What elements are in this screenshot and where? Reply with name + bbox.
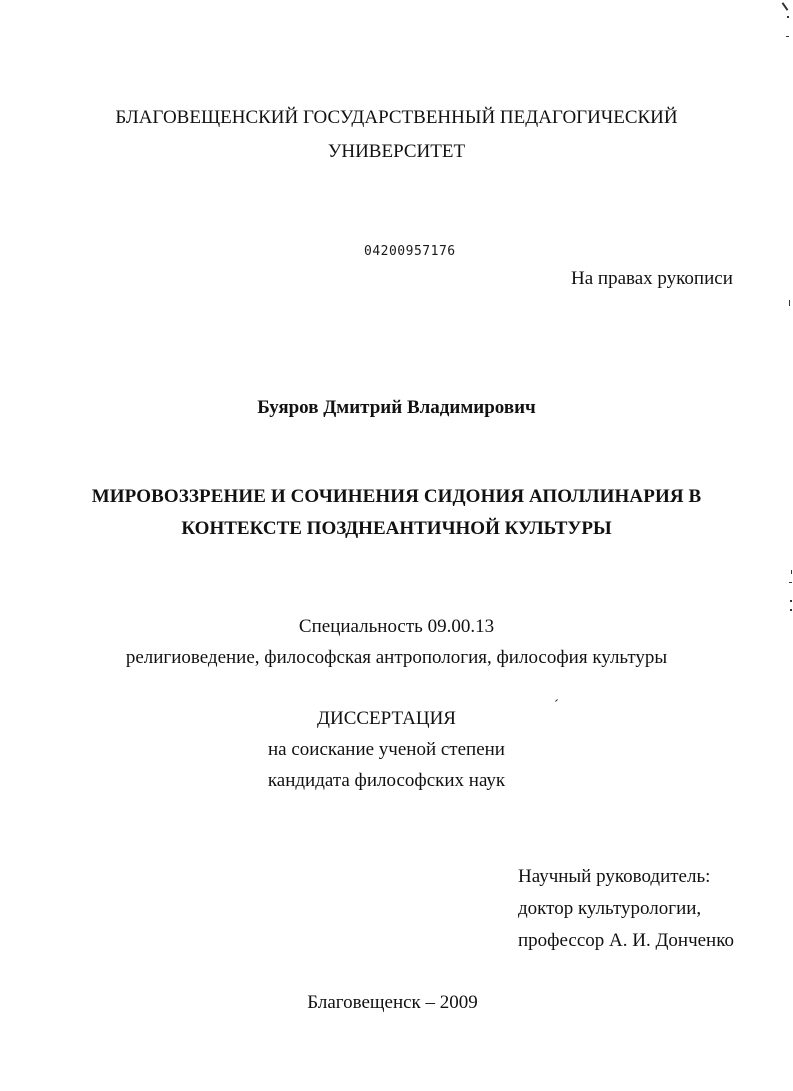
specialty-fields: религиоведение, философская антропология, философия культуры bbox=[125, 647, 668, 668]
scan-artifact bbox=[789, 582, 792, 583]
supervisor-degree: доктор культурологии, bbox=[518, 898, 702, 919]
scan-artifact bbox=[782, 2, 789, 11]
author-name: Буяров Дмитрий Владимирович bbox=[257, 397, 536, 418]
scan-artifact bbox=[791, 570, 792, 574]
supervisor-name: профессор А. И. Донченко bbox=[518, 930, 734, 951]
degree-purpose-line-1: на соискание ученой степени bbox=[268, 739, 505, 760]
place-and-year: Благовещенск – 2009 bbox=[307, 992, 478, 1013]
scan-artifact bbox=[790, 600, 792, 602]
degree-purpose-line-2: кандидата философских наук bbox=[267, 770, 506, 791]
work-type-label: ДИССЕРТАЦИЯ bbox=[317, 708, 456, 729]
rights-note: На правах рукописи bbox=[571, 268, 733, 289]
scan-artifact bbox=[786, 36, 789, 37]
title-line-2: КОНТЕКСТЕ ПОЗДНЕАНТИЧНОЙ КУЛЬТУРЫ bbox=[181, 518, 612, 539]
scan-artifact bbox=[790, 609, 792, 611]
scan-artifact bbox=[555, 699, 558, 702]
scan-artifact bbox=[789, 300, 790, 306]
scan-artifact bbox=[787, 16, 789, 18]
specialty-code: Специальность 09.00.13 bbox=[298, 616, 495, 637]
institution-line-1: БЛАГОВЕЩЕНСКИЙ ГОСУДАРСТВЕННЫЙ ПЕДАГОГИЧЕСКИЙ bbox=[115, 107, 678, 128]
catalog-number: 04200957176 bbox=[364, 244, 456, 259]
title-line-1: МИРОВОЗЗРЕНИЕ И СОЧИНЕНИЯ СИДОНИЯ АПОЛЛИНАРИЯ В bbox=[91, 486, 702, 507]
institution-line-2: УНИВЕРСИТЕТ bbox=[327, 141, 466, 162]
supervisor-label: Научный руководитель: bbox=[518, 866, 711, 887]
